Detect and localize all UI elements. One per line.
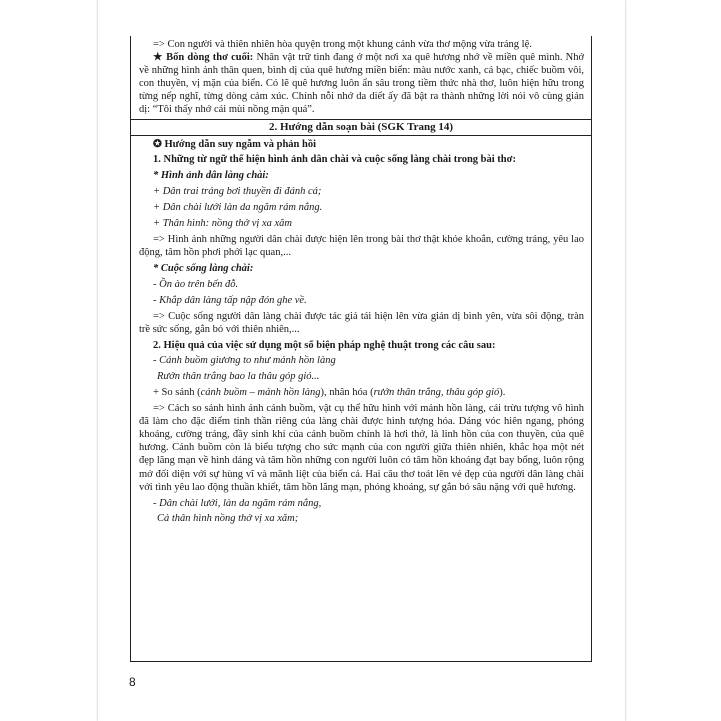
image-summary: => Hình ảnh những người dân chài được hiện lên trong bài thơ thật khỏe khoắn, cường tráng, yêu lao động, tâm hồn phơi phới lạc quan,... (139, 233, 584, 258)
document-page (98, 0, 625, 721)
paragraph-text: Nhân vật trữ tình đang ở một nơi xa quê hương nhớ về miền quê mình. Nhớ về những hình ảnh thân quen, bình dị của quê hương miền biển: màu nước xanh, cá bạc, chiếc buồm vôi, con thuyền, vị mặn của biển. Có lẽ quê hương luôn ẩn sâu trong tiềm thức nhà thơ, luôn hiện hữu trong từng nếp nghĩ, từng dòng cảm xúc. Chính nỗi nhớ da diết ấy đã bật ra thành những lời nói vô cùng giản dị: “Tôi thấy nhớ cái mùi nồng mặn quá”. (139, 52, 585, 116)
quote-line: Cả thân hình nồng thở vị xa xăm; (157, 513, 299, 525)
last-four-lines-paragraph (139, 51, 584, 116)
analysis-italic: cánh buồm – mảnh hồn làng (200, 387, 321, 399)
target-icon: ✪ (153, 138, 162, 150)
section-header: 2. Hướng dẫn soạn bài (SGK Trang 14) (131, 119, 591, 136)
analysis-mid: ), nhân hóa ( (320, 387, 374, 399)
image-title: * Hình ảnh dân làng chài: (153, 170, 269, 182)
life-item: - Ồn ào trên bến đỗ. (153, 278, 239, 290)
page-number: 8 (129, 675, 136, 689)
analysis-italic: rướn thân trắng, thâu góp gió (373, 387, 500, 399)
image-item: + Thân hình: nồng thở vị xa xăm (153, 218, 292, 230)
question-2: 2. Hiệu quả của việc sử dụng một số biện pháp nghệ thuật trong các câu sau: (153, 339, 496, 351)
analysis-suffix: ). (499, 387, 506, 399)
analysis-line (139, 386, 584, 399)
guide-title: Hướng dẫn suy ngẫm và phản hồi (164, 138, 317, 150)
life-item: - Khắp dân làng tấp nập đón ghe về. (153, 294, 307, 306)
life-title: * Cuộc sống làng chài: (153, 262, 254, 274)
content-box (130, 36, 592, 662)
guide-heading (139, 138, 584, 151)
explanation-paragraph: => Cách so sánh hình ảnh cánh buồm, vật cụ thể hữu hình với mảnh hồn làng, cái trừu tượng vô hình đã làm cho đặc điểm tinh thần riêng của làng chài được hình tượng hóa. Dáng vóc hiên ngang, phóng khoáng, cường tráng, đầy sinh khí của cánh buồm chính là hơi thở, là linh hồn của con thuyền, của quê hương. Cánh buồm còn là biểu tượng cho sức mạnh của con người giữa thiên nhiên, khắc họa một nét đẹp lãng mạn về hình dáng và tâm hồn những con người luôn có tâm hồn khoáng đạt bay bổng, luôn rộng mở đối diện với sự hùng vĩ và mãnh liệt của biển cả. Hai câu thơ toát lên vẻ đẹp của người dân làng chài với tình yêu lao động thuần khiết, tâm hồn lãng mạn, phóng khoáng, sự gắn bó sâu nặng với quê hương. (139, 403, 584, 493)
quote-line: - Dân chài lưới, làn da ngăm rám nắng, (153, 497, 322, 509)
image-item: + Dân trai tráng bơi thuyền đi đánh cá; (153, 186, 322, 198)
life-summary: => Cuộc sống người dân làng chài được tác giả tái hiện lên vừa giản dị bình yên, vừa sôi động, tràn trề sức sống, gắn bó với thiên nhiên,... (139, 310, 584, 335)
quote-line: Rướn thân trắng bao la thâu góp gió... (157, 371, 320, 383)
analysis-prefix: + So sánh ( (153, 387, 201, 399)
intro-conclusion: => Con người và thiên nhiên hòa quyện trong một khung cảnh vừa thơ mộng vừa tráng lệ. (153, 39, 532, 50)
image-item: + Dân chài lưới làn da ngăm rám nắng. (153, 202, 323, 214)
question-1: 1. Những từ ngữ thể hiện hình ảnh dân chài và cuộc sống làng chài trong bài thơ: (153, 154, 516, 166)
bold-lead: Bốn dòng thơ cuối: (166, 52, 254, 64)
top-section (131, 36, 591, 117)
quote-line: - Cánh buồm giương to như mảnh hồn làng (153, 355, 336, 367)
star-icon: ★ (153, 52, 163, 64)
section-2 (131, 136, 591, 526)
